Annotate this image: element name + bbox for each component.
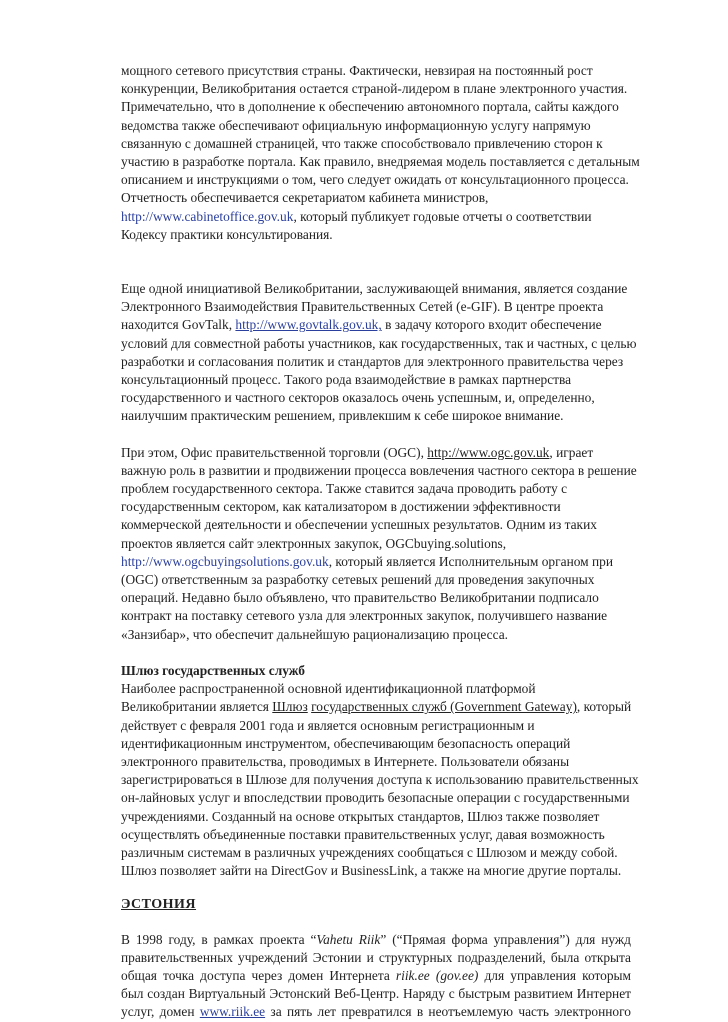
text-fragment: , который: [576, 699, 632, 715]
text-line: проектов является сайт электронных закупок, OGCbuying.solutions,: [121, 535, 507, 551]
text-line: Еще одной инициативой Великобритании, заслуживающей внимания, является создание: [121, 281, 628, 297]
text-fragment: Великобритании является: [121, 699, 273, 715]
gateway-heading: Шлюз государственных служб: [121, 662, 305, 678]
cabinetoffice-link[interactable]: http://www.cabinetoffice.gov.uk: [121, 208, 294, 224]
text-line: Электронного Взаимодействия Правительственных Сетей (e-GIF). В центре проекта: [121, 299, 604, 315]
riik-link[interactable]: www.riik.ee: [199, 1004, 266, 1020]
document-page: [121, 62, 640, 1022]
paragraph-gateway: [121, 662, 639, 880]
text-fragment: находится GovTalk,: [121, 317, 236, 333]
riik-domain-text: riik.ee (gov.ee): [395, 967, 479, 983]
text-line: Отчетность обеспечивается секретариатом кабинета министров,: [121, 190, 489, 206]
text-fragment: , который публикует годовые отчеты о соответствии: [293, 208, 592, 224]
spacer: [121, 426, 631, 444]
text-line: Наиболее распространенной основной идентификационной платформой: [121, 681, 536, 697]
text-line: зарегистрироваться в Шлюзе для получения доступа к использованию правительственных: [121, 772, 639, 788]
section-heading: [121, 896, 631, 914]
paragraph-estonia: [121, 931, 631, 1022]
text-line: (OGC) ответственным за разработку сетевых решений для проведения закупочных: [121, 572, 595, 588]
text-line: Кодексу практики консультирования.: [121, 226, 333, 242]
text-fragment: услуг, домен: [121, 1004, 200, 1020]
text-line: осуществлять объединенные поставки правительственных услуг, давая возможность: [121, 826, 605, 842]
text-line: [121, 316, 631, 334]
text-line: действует с февраля 2001 года и является основным регистрационным и: [121, 717, 535, 733]
text-fragment: В 1998 году, в рамках проекта “: [121, 931, 317, 947]
text-line: [121, 553, 631, 571]
ogcbuyingsolutions-link[interactable]: http://www.ogcbuyingsolutions.gov.uk: [121, 553, 329, 569]
text-line: идентификационным инструментом, обеспечивающим безопасность операций: [121, 735, 571, 751]
text-line: операций. Недавно было объявлено, что правительство Великобритании подписало: [121, 590, 599, 606]
text-line: конкуренции, Великобритания остается страной-лидером в плане электронного участия.: [121, 81, 628, 97]
text-line: консультационный процесс. Такого рода взаимодействие в рамках партнерства: [121, 372, 572, 388]
text-fragment: в задачу которого входит обеспечение: [381, 317, 602, 333]
text-line: [121, 698, 631, 716]
text-line: контракт на поставку сетевого узла для электронных закупок, получившего название: [121, 608, 608, 624]
text-fragment: При этом, Офис правительственной торговли (OGC),: [121, 444, 428, 460]
ogc-link[interactable]: http://www.ogc.gov.uk: [427, 444, 550, 460]
text-line: государственного и частного секторов оказалось очень успешным, и, определенно,: [121, 390, 595, 406]
text-line: участию в разработке портала. Как правило, внедряемая модель поставляется с детальным: [121, 154, 640, 170]
paragraph-uk-participation: [121, 62, 640, 244]
text-line: [121, 931, 631, 949]
text-fragment: , играет: [549, 444, 594, 460]
text-line: правительственных учреждений Эстонии и структурных подразделений, была открыта: [121, 949, 631, 965]
gateway-link[interactable]: Шлюз: [272, 699, 308, 715]
spacer: [121, 915, 631, 931]
text-fragment: , который является Исполнительным органом при: [328, 553, 614, 569]
govtalk-link[interactable]: http://www.govtalk.gov.uk,: [235, 317, 382, 333]
text-line: «Занзибар», что обеспечит дальнейшую рационализацию процесса.: [121, 626, 508, 642]
text-line: [121, 967, 631, 985]
spacer: [121, 244, 631, 280]
text-line: Шлюз позволяет зайти на DirectGov и BusinessLink, а также на многие другие порталы.: [121, 863, 622, 879]
text-line: различным системам в различных учреждениях сообщаться с Шлюзом и между собой.: [121, 844, 618, 860]
text-fragment: для управления которым: [478, 967, 632, 983]
text-line: электронного правительства, проводимых в Интернете. Пользователи обязаны: [121, 753, 570, 769]
text-line: описанием и инструкциями о том, чего следует ожидать от консультационного процесса.: [121, 172, 629, 188]
text-line: Примечательно, что в дополнение к обеспечению автономного портала, сайты каждого: [121, 99, 619, 115]
text-line: ведомства также обеспечивают официальную информационную услугу напрямую: [121, 117, 591, 133]
text-line: коммерческой деятельности и обеспечении успешных результатов. Одним из таких: [121, 517, 597, 533]
text-line: наилучшим практическим решением, привлекшим к себе широкое внимание.: [121, 408, 564, 424]
estonia-heading: ЭСТОНИЯ: [121, 897, 197, 913]
text-line: мощного сетевого присутствия страны. Фактически, невзирая на постоянный рост: [121, 63, 593, 78]
text-line: он-лайновых услуг и впоследствии проводить безопасные операции с государственными: [121, 790, 630, 806]
text-line: учреждениями. Созданный на основе открытых стандартов, Шлюз также позволяет: [121, 808, 600, 824]
text-line: был создан Виртуальный Эстонский Веб-Центр. Наряду с быстрым развитием Интернет: [121, 986, 631, 1002]
paragraph-egif: [121, 280, 637, 426]
text-fragment: ” (“Прямая форма управления”) для нужд: [380, 931, 631, 947]
government-gateway-link[interactable]: государственных служб (Government Gateway): [311, 699, 577, 715]
text-line: [121, 1003, 631, 1021]
text-line: [121, 208, 631, 226]
spacer: [121, 644, 631, 662]
text-line: государственным сектором, как катализатором в достижении эффективности: [121, 499, 561, 515]
text-line: связанную с домашней страницей, что также способствовало привлечению сторон к: [121, 135, 603, 151]
spacer: [121, 880, 631, 896]
paragraph-ogc: [121, 444, 637, 644]
text-line: проблем государственного сектора. Также ставится задача проводить работу с: [121, 481, 568, 497]
text-line: разработки и согласования политик и стандартов для электронного правительства через: [121, 353, 624, 369]
vahetu-riik-text: Vahetu Riik: [316, 931, 381, 947]
text-line: [121, 444, 631, 462]
text-line: важную роль в развитии и продвижении процесса вовлечения частного сектора в решение: [121, 462, 637, 478]
text-fragment: за пять лет превратился в неотъемлемую часть электронного: [265, 1004, 631, 1020]
text-line: условий для совместной работы участников, как государственных, так и частных, с целью: [121, 335, 637, 351]
text-fragment: общая точка доступа через домен Интернета: [121, 967, 396, 983]
